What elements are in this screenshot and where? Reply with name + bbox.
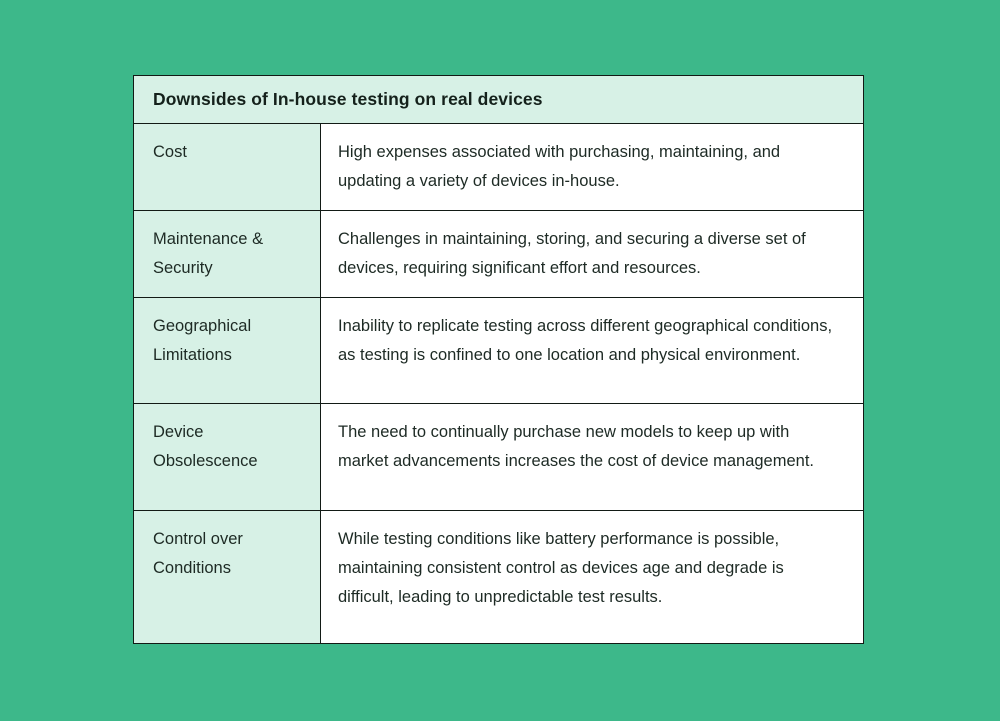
row-description-control-over-conditions: While testing conditions like battery performance is possible, maintaining consistent control as devices age and degrade is difficult, leading to unpredictable test results. — [321, 511, 863, 643]
row-label-cost: Cost — [134, 124, 321, 210]
downsides-table — [133, 75, 864, 644]
row-label-control-over-conditions: Control over Conditions — [134, 511, 321, 643]
row-description-device-obsolescence: The need to continually purchase new models to keep up with market advancements increases the cost of device management. — [321, 404, 863, 510]
table-header-row — [134, 76, 863, 123]
table-title: Downsides of In-house testing on real devices — [153, 89, 543, 109]
table-row — [134, 297, 863, 403]
row-description-cost: High expenses associated with purchasing, maintaining, and updating a variety of devices in-house. — [321, 124, 863, 210]
row-label-maintenance-security: Maintenance & Security — [134, 211, 321, 297]
table-row — [134, 403, 863, 510]
row-label-geographical-limitations: Geographical Limitations — [134, 298, 321, 403]
table-row — [134, 210, 863, 297]
table-row — [134, 123, 863, 210]
row-description-geographical-limitations: Inability to replicate testing across different geographical conditions, as testing is confined to one location and physical environment. — [321, 298, 863, 403]
row-label-device-obsolescence: Device Obsolescence — [134, 404, 321, 510]
row-description-maintenance-security: Challenges in maintaining, storing, and securing a diverse set of devices, requiring significant effort and resources. — [321, 211, 863, 297]
table-row — [134, 510, 863, 643]
